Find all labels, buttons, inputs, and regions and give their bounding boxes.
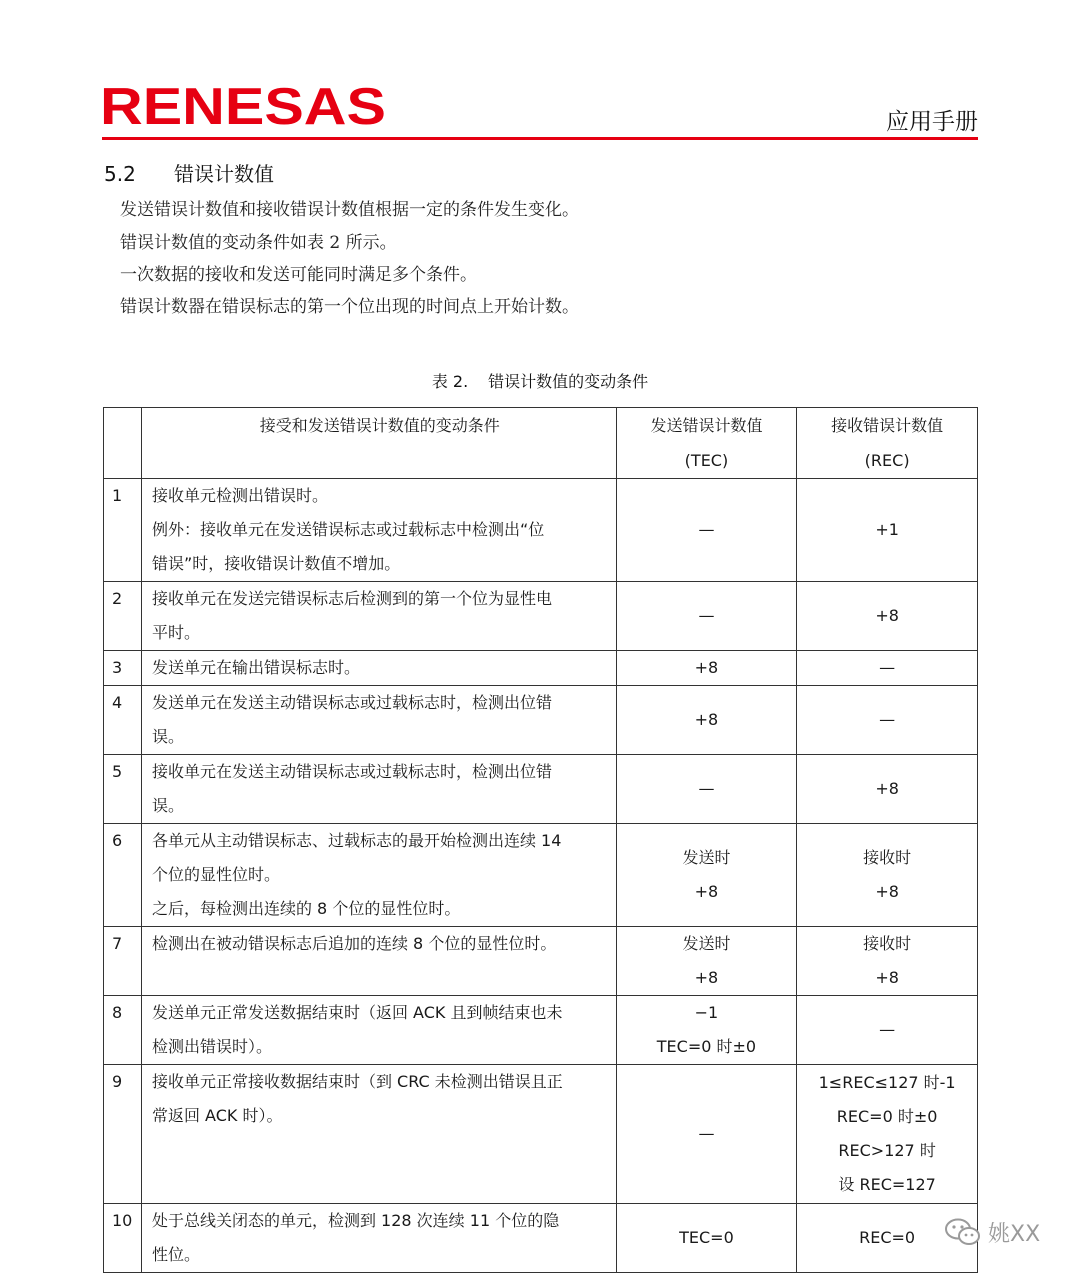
tec-value: 发送时 [682, 848, 731, 867]
tec-value-cell [616, 582, 797, 651]
condition-text-line: 之后，每检测出连续的 8 个位的显性位时。 [151, 899, 461, 918]
header-rec-abbr: (REC) [864, 451, 910, 470]
row-number: 10 [112, 1211, 133, 1230]
condition-text-line: 接收单元正常接收数据结束时（到 CRC 未检测出错误且正 [151, 1072, 563, 1091]
condition-text-line: 接收单元检测出错误时。 [151, 486, 328, 505]
watermark-text: 姚XX [988, 1222, 1041, 1247]
header-rec-label: 接收错误计数值 [831, 416, 944, 435]
doc-type-label: 应用手册 [886, 109, 978, 135]
tec-value-cell [616, 686, 797, 755]
condition-cell [141, 686, 616, 755]
tec-value-cell [616, 996, 797, 1065]
section-title: 错误计数值 [174, 162, 274, 186]
row-number: 9 [112, 1072, 123, 1091]
header-tec-cell [616, 408, 797, 479]
rec-value: +8 [875, 882, 899, 901]
rec-value: +8 [875, 606, 899, 625]
tec-value-cell [616, 479, 797, 582]
row-number-cell [104, 996, 142, 1065]
condition-cell [141, 582, 616, 651]
condition-text-line: 发送单元在输出错误标志时。 [151, 658, 360, 677]
paragraph: 错误计数器在错误标志的第一个位出现的时间点上开始计数。 [120, 297, 579, 317]
table-caption-number: 表 2. [431, 372, 469, 391]
row-number-cell [104, 1204, 142, 1273]
row-number: 2 [112, 589, 123, 608]
row-number: 1 [112, 486, 123, 505]
row-number: 4 [112, 693, 123, 712]
svg-text:RENESAS: RENESAS [100, 80, 386, 130]
table-row [104, 824, 978, 927]
tec-value: — [698, 1124, 715, 1143]
condition-text-line: 检测出错误时）。 [151, 1037, 272, 1056]
rec-value-cell [797, 755, 978, 824]
table-row [104, 582, 978, 651]
row-number: 6 [112, 831, 123, 850]
tec-value: 发送时 [682, 934, 731, 953]
header-condition-cell [141, 408, 616, 479]
header-condition-label: 接受和发送错误计数值的变动条件 [259, 416, 500, 435]
paragraph: 一次数据的接收和发送可能同时满足多个条件。 [120, 265, 477, 285]
row-number: 5 [112, 762, 123, 781]
condition-text-line: 性位。 [151, 1245, 200, 1264]
condition-text-line: 检测出在被动错误标志后追加的连续 8 个位的显性位时。 [151, 934, 557, 953]
table-body [104, 479, 978, 1273]
table-row [104, 1204, 978, 1273]
tec-value-cell [616, 651, 797, 686]
rec-value-cell [797, 996, 978, 1065]
row-number-cell [104, 927, 142, 996]
table-row [104, 651, 978, 686]
rec-value: REC>127 时 [838, 1141, 936, 1160]
row-number: 8 [112, 1003, 123, 1022]
rec-value: 接收时 [863, 934, 912, 953]
condition-text-line: 例外：接收单元在发送错误标志或过载标志中检测出“位 [151, 520, 545, 539]
condition-text-line: 发送单元在发送主动错误标志或过载标志时，检测出位错 [151, 693, 552, 712]
tec-value: +8 [694, 710, 719, 729]
condition-cell [141, 651, 616, 686]
condition-cell [141, 479, 616, 582]
rec-value: — [879, 658, 896, 677]
tec-value: +8 [694, 882, 719, 901]
rec-value-cell [797, 651, 978, 686]
condition-text-line: 个位的显性位时。 [151, 865, 280, 884]
renesas-logo [100, 80, 386, 130]
condition-cell [141, 996, 616, 1065]
row-number-cell [104, 824, 142, 927]
rec-value-cell [797, 686, 978, 755]
tec-value: — [698, 779, 715, 798]
rec-value-cell [797, 1065, 978, 1204]
wechat-icon [944, 1217, 982, 1247]
condition-text-line: 各单元从主动错误标志、过载标志的最开始检测出连续 14 [151, 831, 562, 850]
rec-value: REC=0 [859, 1228, 916, 1247]
section-heading [104, 158, 274, 187]
row-number-cell [104, 1065, 142, 1204]
table-header-row [104, 408, 978, 479]
rec-value-cell [797, 479, 978, 582]
header-tec-abbr: (TEC) [684, 451, 729, 470]
tec-value-cell [616, 1065, 797, 1204]
row-number: 7 [112, 934, 123, 953]
header-rule [102, 137, 978, 140]
tec-value: −1 [694, 1003, 719, 1022]
table-caption-title: 错误计数值的变动条件 [488, 372, 649, 391]
condition-cell [141, 824, 616, 927]
paragraph: 发送错误计数值和接收错误计数值根据一定的条件发生变化。 [120, 200, 579, 220]
table-row [104, 755, 978, 824]
header-number-cell [104, 408, 142, 479]
header-rec-cell [797, 408, 978, 479]
tec-value: TEC=0 [679, 1228, 734, 1247]
tec-value-cell [616, 824, 797, 927]
rec-value: 1≤REC≤127 时-1 [818, 1073, 956, 1092]
condition-cell [141, 1204, 616, 1273]
row-number-cell [104, 755, 142, 824]
table-row [104, 479, 978, 582]
tec-value-cell [616, 927, 797, 996]
row-number-cell [104, 479, 142, 582]
rec-value: +1 [875, 520, 899, 539]
tec-value: TEC=0 时±0 [656, 1037, 757, 1056]
rec-value: — [879, 710, 896, 729]
condition-text-line: 发送单元正常发送数据结束时（返回 ACK 且到帧结束也未 [151, 1003, 563, 1022]
condition-text-line: 误。 [151, 796, 184, 815]
rec-value: 接收时 [863, 848, 912, 867]
condition-cell [141, 755, 616, 824]
tec-value: — [698, 520, 715, 539]
condition-text-line: 常返回 ACK 时）。 [151, 1106, 283, 1125]
table-row [104, 927, 978, 996]
rec-value-cell [797, 582, 978, 651]
condition-cell [141, 1065, 616, 1204]
condition-text-line: 错误”时，接收错误计数值不增加。 [151, 554, 401, 573]
tec-value: +8 [694, 658, 719, 677]
section-number: 5.2 [104, 162, 136, 186]
row-number-cell [104, 582, 142, 651]
row-number-cell [104, 651, 142, 686]
tec-value-cell [616, 755, 797, 824]
rec-value-cell [797, 824, 978, 927]
error-counter-table [103, 407, 978, 1273]
tec-value-cell [616, 1204, 797, 1273]
rec-value: REC=0 时±0 [836, 1107, 938, 1126]
table-row [104, 686, 978, 755]
tec-value: +8 [694, 968, 719, 987]
rec-value-cell [797, 927, 978, 996]
condition-text-line: 接收单元在发送完错误标志后检测到的第一个位为显性电 [151, 589, 552, 608]
table-caption [0, 369, 1080, 392]
row-number-cell [104, 686, 142, 755]
rec-value: +8 [875, 779, 899, 798]
rec-value: — [879, 1020, 896, 1039]
condition-text-line: 处于总线关闭态的单元，检测到 128 次连续 11 个位的隐 [151, 1211, 560, 1230]
rec-value: +8 [875, 968, 899, 987]
condition-cell [141, 927, 616, 996]
table-row [104, 1065, 978, 1204]
condition-text-line: 误。 [151, 727, 184, 746]
rec-value: 设 REC=127 [838, 1175, 936, 1194]
condition-text-line: 接收单元在发送主动错误标志或过载标志时，检测出位错 [151, 762, 552, 781]
condition-text-line: 平时。 [151, 623, 200, 642]
header-tec-label: 发送错误计数值 [650, 416, 763, 435]
paragraph: 错误计数值的变动条件如表 2 所示。 [120, 233, 397, 253]
table-row [104, 996, 978, 1065]
watermark [944, 1213, 1054, 1253]
row-number: 3 [112, 658, 123, 677]
tec-value: — [698, 606, 715, 625]
